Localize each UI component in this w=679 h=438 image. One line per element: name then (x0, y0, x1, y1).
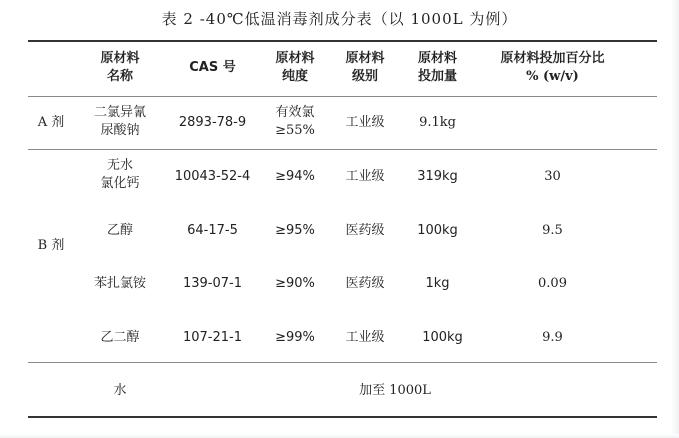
table-row-grade: 工业级 (345, 115, 385, 130)
header-amount: 原材料 投加量 (417, 51, 457, 84)
table-row-amount: 100kg (417, 223, 458, 238)
header-purity: 原材料 纯度 (275, 51, 315, 84)
table-row-grade: 工业级 (345, 169, 385, 184)
table-row-purity: ≥95% (275, 223, 315, 238)
page-edge-shadow (671, 0, 679, 438)
header-material-name: 原材料 名称 (100, 51, 140, 84)
header-grade: 原材料 级别 (345, 51, 385, 84)
water-row-amount: 加至 1000L (359, 383, 431, 398)
table-row-name: 乙二醇 (100, 330, 140, 345)
table-row-grade: 医药级 (345, 223, 385, 238)
table-row-purity: ≥90% (275, 276, 315, 291)
group-label-a: A 剂 (37, 115, 65, 130)
table-row-name: 二氯异氰 尿酸钠 (93, 105, 146, 138)
group-label-b: B 剂 (37, 238, 65, 253)
table-row-purity: ≥99% (275, 330, 315, 345)
b-group-rule (28, 362, 657, 363)
table-row-amount: 100kg (422, 330, 463, 345)
table-row-amount: 9.1kg (419, 115, 456, 130)
table-row-cas: 139-07-1 (182, 276, 242, 291)
bottom-rule (28, 416, 657, 418)
table-row-percent: 9.5 (542, 223, 563, 238)
table-caption: 表 2 -40℃低温消毒剂成分表（以 1000L 为例） (161, 10, 518, 28)
page-bottom-shadow (0, 434, 679, 438)
header-cas: CAS 号 (189, 60, 236, 75)
table-row-percent: 0.09 (538, 276, 567, 291)
table-row-name: 无水 氯化钙 (100, 158, 140, 191)
table-row-name: 苯扎氯铵 (93, 276, 146, 291)
table-row-cas: 10043-52-4 (174, 169, 251, 184)
table-row-grade: 工业级 (345, 330, 385, 345)
table-row-percent: 9.9 (542, 330, 563, 345)
table-row-cas: 107-21-1 (182, 330, 242, 345)
a-group-rule (28, 149, 657, 150)
table-row-purity: 有效氯 ≥55% (275, 105, 315, 138)
water-row-name: 水 (113, 383, 127, 398)
top-rule (28, 40, 657, 42)
table-row-amount: 319kg (417, 169, 458, 184)
table-row-name: 乙醇 (106, 223, 133, 238)
table-row-cas: 64-17-5 (187, 223, 238, 238)
table-row-percent: 30 (544, 169, 561, 184)
table-row-grade: 医药级 (345, 276, 385, 291)
header-percent: 原材料投加百分比 % (w/v) (500, 51, 605, 84)
table-row-purity: ≥94% (275, 169, 315, 184)
header-rule (28, 96, 657, 97)
table-row-amount: 1kg (425, 276, 450, 291)
table-row-cas: 2893-78-9 (178, 115, 247, 130)
